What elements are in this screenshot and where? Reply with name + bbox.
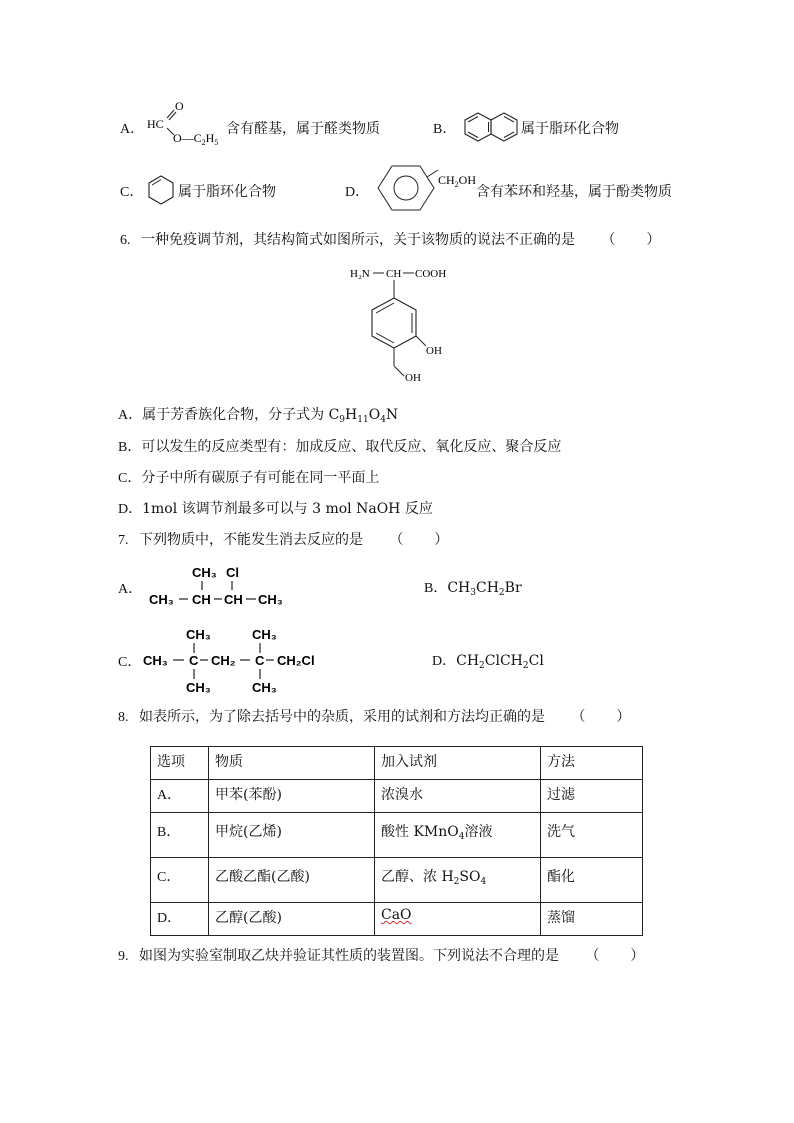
question-6 [120,229,661,249]
o-top-text: O [175,99,184,113]
q6-option-d: D．1mol 该调节剂最多可以与 3 mol NaOH 反应 [118,501,433,517]
answer-parentheses: （ ） [571,709,632,725]
svg-text:Cl: Cl [226,565,239,580]
hc-text: HC [147,117,164,131]
answer-parentheses: （ ） [601,232,662,248]
question-number: 9. [118,949,129,964]
question-7 [118,529,449,549]
table-header-row [151,747,643,780]
q5-option-c-text: 属于脂环化合物 [178,184,276,200]
ester-structure [143,98,225,154]
q7-option-b: B．$CH_3CH_2Br$ [424,580,522,598]
q7-option-d: D．$CH_2ClCH_2Cl$ [432,653,544,671]
svg-text:CH: CH [192,592,211,607]
q7-structure-c [140,622,330,698]
q7-structure-a [146,560,296,610]
svg-text:CH₂: CH₂ [211,653,236,668]
svg-text:CH₃: CH₃ [258,592,283,607]
svg-text:CH: CH [224,592,243,607]
q7-option-c: C． [118,655,142,670]
svg-text:CH₂Cl: CH₂Cl [277,653,315,668]
q5-option-c [120,181,143,201]
question-8 [118,706,631,726]
cyclohexene-structure [146,174,176,206]
question-number: 6. [120,233,131,248]
question-text: 如图为实验室制取乙炔并验证其性质的装置图。下列说法不合理的是 [138,948,559,964]
table-row: B． 甲烷(乙烯) 酸性 KMnO$_4$溶液 洗气 [151,813,643,858]
answer-parentheses: （ ） [585,948,646,964]
svg-text:CH₃: CH₃ [192,565,217,580]
q6-option-a: A．属于芳香族化合物，分子式为 $C_9H_{11}O_4N$ [118,407,399,425]
impurity-removal-table [150,746,643,936]
svg-text:C: C [189,653,199,668]
ch2oh-text: $CH_2OH$ [438,173,477,189]
o-ester-text: $O—C_2H_5$ [173,131,219,147]
answer-parentheses: （ ） [389,532,450,548]
header-cell: 选项 [151,747,209,780]
q5-option-b [433,118,456,138]
phenol-oh-text: OH [426,345,442,357]
svg-text:CH₃: CH₃ [252,627,277,642]
q7-option-a: A． [118,582,143,597]
table-row: A． 甲苯(苯酚) 浓溴水 过滤 [151,780,643,813]
svg-text:CH₃: CH₃ [186,680,211,695]
q5-option-d-text: 含有苯环和羟基，属于酚类物质 [476,184,672,200]
table-row: C． 乙酸乙酯(乙酸) 乙醇、浓 $H_2SO_4$ 酯化 [151,858,643,903]
h2n-text: H₂N [350,268,370,280]
header-cell: 加入试剂 [375,747,541,780]
option-label: A． [120,122,145,137]
question-9 [118,945,645,965]
svg-text:CH₃: CH₃ [149,592,174,607]
benzyl-alcohol-structure [368,160,480,216]
q6-option-c: C．分子中所有碳原子有可能在同一平面上 [118,470,380,486]
header-cell: 方法 [541,747,643,780]
question-text: 一种免疫调节剂，其结构简式如图所示，关于该物质的说法不正确的是 [140,232,575,248]
option-label: D． [345,185,370,200]
svg-text:CH₃: CH₃ [143,653,168,668]
ch-text: CH [386,268,402,280]
alcohol-oh-text: OH [405,372,421,384]
q5-option-b-text: 属于脂环化合物 [521,121,619,137]
svg-text:C: C [255,653,265,668]
q5-option-d [345,181,369,201]
q5-option-a-text: 含有醛基，属于醛类物质 [226,121,380,137]
q6-option-b: B．可以发生的反应类型有：加成反应、取代反应、氧化反应、聚合反应 [118,439,562,455]
question-number: 7. [118,533,129,548]
question-number: 8. [118,710,129,725]
naphthalene-structure [462,111,520,143]
cooh-text: COOH [415,268,447,280]
option-label: C． [120,185,144,200]
svg-text:CH₃: CH₃ [186,627,211,642]
svg-text:CH₃: CH₃ [252,680,277,695]
question-text: 如表所示，为了除去括号中的杂质，采用的试剂和方法均正确的是 [138,709,545,725]
q5-option-a [120,118,144,138]
immunomodulator-structure [346,262,456,384]
table-row: D． 乙醇(乙酸) CaO 蒸馏 [151,903,643,936]
header-cell: 物质 [209,747,375,780]
option-label: B． [433,122,457,137]
question-text: 下列物质中，不能发生消去反应的是 [138,532,363,548]
